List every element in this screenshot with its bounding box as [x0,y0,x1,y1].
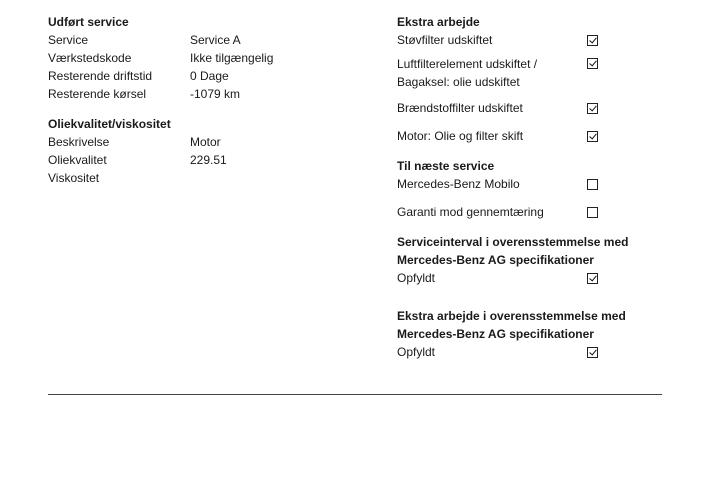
fuel-filter-checkbox[interactable] [587,103,598,114]
engine-oil-checkbox[interactable] [587,131,598,142]
next-service-title: Til næste service [397,159,495,173]
extra-spec-label: Opfyldt [397,345,436,359]
workshop-code-label: Værkstedskode [48,51,132,65]
air-filter-label: Luftfilterelement udskiftet / Bagaksel: olie udskiftet [397,57,538,89]
fuel-filter-label: Brændstoffilter udskiftet [397,101,523,115]
interval-spec-title: Serviceinterval i overensstemmelse med Mercedes-Benz AG specifikationer [397,235,629,267]
rust-warranty-row [397,203,627,221]
engine-oil-row [397,127,627,145]
service-section-title: Udført service [48,15,129,29]
air-filter-row [397,55,627,91]
viscosity-row [48,169,348,187]
left-column [48,13,348,187]
oil-description-row [48,133,348,151]
oil-description-value: Motor [190,135,221,149]
extra-work-title: Ekstra arbejde [397,15,480,29]
dust-filter-checkbox[interactable] [587,35,598,46]
fuel-filter-row [397,99,627,117]
remaining-time-value: 0 Dage [190,69,229,83]
oil-quality-label: Oliekvalitet [48,153,107,167]
remaining-distance-label: Resterende kørsel [48,87,147,101]
interval-spec-row [397,269,627,287]
engine-oil-label: Motor: Olie og filter skift [397,129,524,143]
remaining-distance-value: -1079 km [190,87,241,101]
remaining-time-label: Resterende driftstid [48,69,153,83]
right-column [397,13,627,361]
rust-warranty-label: Garanti mod gennemtæring [397,205,544,219]
service-label: Service [48,33,89,47]
interval-spec-label: Opfyldt [397,271,436,285]
interval-spec-checkbox[interactable] [587,273,598,284]
service-value: Service A [190,33,241,47]
oil-description-label: Beskrivelse [48,135,110,149]
remaining-distance-row [48,85,348,103]
dust-filter-row [397,31,627,49]
viscosity-value [190,169,348,187]
mobilo-checkbox[interactable] [587,179,598,190]
service-row [48,31,348,49]
viscosity-label: Viskositet [48,171,100,185]
extra-spec-checkbox[interactable] [587,347,598,358]
bottom-divider [48,394,662,395]
workshop-code-row [48,49,348,67]
extra-spec-row [397,343,627,361]
oil-section-title: Oliekvalitet/viskositet [48,117,171,131]
oil-quality-value: 229.51 [190,153,227,167]
mobilo-label: Mercedes-Benz Mobilo [397,177,520,191]
workshop-code-value: Ikke tilgængelig [190,51,274,65]
remaining-time-row [48,67,348,85]
dust-filter-label: Støvfilter udskiftet [397,33,493,47]
air-filter-checkbox[interactable] [587,58,598,69]
extra-spec-title: Ekstra arbejde i overensstemmelse med Mercedes-Benz AG specifikationer [397,309,626,341]
rust-warranty-checkbox[interactable] [587,207,598,218]
mobilo-row [397,175,627,193]
oil-quality-row [48,151,348,169]
